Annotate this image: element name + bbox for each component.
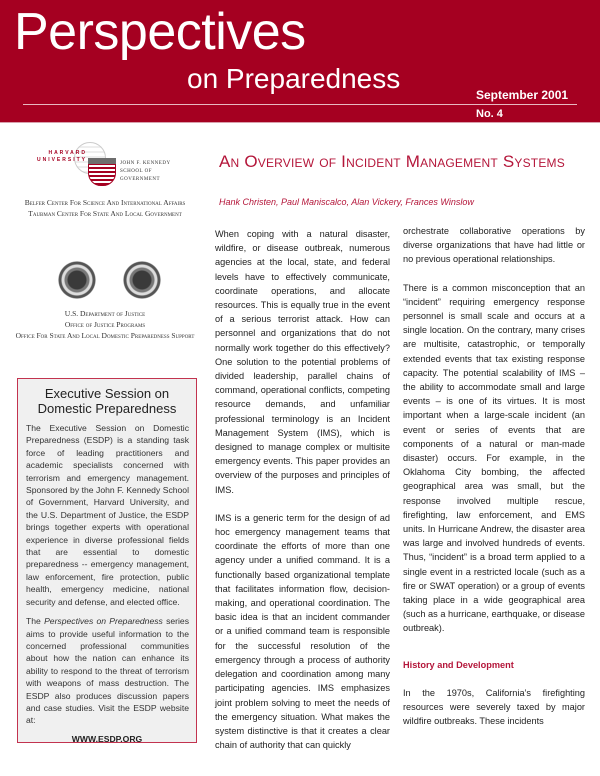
esdp-paragraph-1: The Executive Session on Domestic Preparedness (ESDP) is a standing task force of leading practitioners and academic specialists concerned with terrorism and emergency management. Sponsored by the John F. Kennedy School of Government, Harvard University, and the U.S. Department of Justice, the ESDP brings together experts with operational experience in diverse professional fields that are essential to domestic preparedness -- emergency management, law enforcement, fire protection, public health, emergency medicine, national security and defense, and elected office. <box>26 423 189 607</box>
article-title: An Overview of Incident Management Systems <box>219 152 565 171</box>
esdp-title-line-2: Domestic Preparedness <box>37 401 177 416</box>
publication-title: Perspectives <box>14 3 306 61</box>
doj-seal-icon <box>58 261 96 299</box>
doj-offices <box>10 309 200 342</box>
article-column-2 <box>403 224 585 743</box>
section-heading: History and Development <box>403 659 514 670</box>
esdp-box-title <box>18 386 196 416</box>
ksg-line-1: JOHN F. KENNEDY <box>120 161 171 166</box>
paragraph: IMS is a generic term for the design of ad hoc emergency management teams that coordinate the efforts of more than one agency under a unified command. It is a functionally based organizational template that facilitates information flow, decision-making, and operational coordination. The basic idea is that an incident commander or a unified command team is responsible for the successful resolution of the emergency through a process of authority delegation and coordination among many participating agencies. IMS emphasizes joint problem solving to meet the needs of the emergency situation. What makes the system distinctive is that it creates a clear chain of authority that can quickly <box>215 512 390 751</box>
issue-number: No. 4 <box>476 108 503 120</box>
article-column-1 <box>215 227 390 766</box>
esdp-p2-post: series aims to provide useful information to the concerned professional communities about how the nation can enhance its ability to respond to the threat of terrorism with weapons of mass destruction. The ESDP also produces discussion papers and case studies. Visit the ESDP website at: <box>26 616 189 726</box>
harvard-ksg-logo <box>30 142 190 190</box>
publication-subtitle: on Preparedness <box>187 63 401 94</box>
esdp-title-line-1: Executive Session on <box>44 386 170 401</box>
issue-date: September 2001 <box>476 88 569 102</box>
series-name: Perspectives on Preparedness <box>44 616 163 627</box>
ksg-line-2: SCHOOL OF GOVERNMENT <box>120 169 160 182</box>
belfer-center: Belfer Center For Science And International Affairs <box>24 198 186 207</box>
paragraph: In the 1970s, California’s firefighting resources were severely taxed by major wildfire outbreaks. These incidents <box>403 687 585 727</box>
esdp-paragraph-2 <box>26 615 189 727</box>
sponsoring-centers <box>10 198 200 220</box>
paragraph: There is a common misconception that an “incident” requiring emergency response personnel is small scale and occurs at a single location. On the contrary, many crises are multisite, catastrophic, or temporally extended events that tax existing response capacity. The potential scalability of IMS – the ability to accommodate small and large events – is one of its virtues. It is most important when a large-scale incident (an event or series of events that are components of a natural or man-made disaster) occurs. For example, in the Oklahoma City bombing, the affected geographical area was small, but the response involved multiple rescue, firefighting, law enforcement, and EMS units. In Hurricane Andrew, the disaster area was large and involved hundreds of events. Thus, “incident” is a broad term applied to a single event in a restricted locale (such as a fire or SWAT operation) or a group of events taking place in a wide geographical area (such as a hurricane, earthquake, or disease outbreak). <box>403 282 585 634</box>
paragraph: orchestrate collaborative operations by diverse organizations that have had little or no previous operational relationships. <box>403 226 585 265</box>
osldps-line: Office For State And Local Domestic Preparedness Support <box>15 331 195 340</box>
esdp-sidebar-box <box>17 378 197 743</box>
esdp-website-link[interactable]: WWW.ESDP.ORG <box>71 733 143 744</box>
harvard-wordmark: HARVARD UNIVERSITY <box>36 150 87 163</box>
doj-line: U.S. Department of Justice <box>64 309 146 318</box>
ojp-line: Office of Justice Programs <box>64 320 146 329</box>
ojp-seal-icon <box>123 261 161 299</box>
masthead <box>0 0 600 123</box>
article-authors: Hank Christen, Paul Maniscalco, Alan Vickery, Frances Winslow <box>219 197 474 207</box>
doj-seals <box>55 261 175 301</box>
ksg-wordmark <box>120 160 190 184</box>
masthead-divider <box>23 104 577 105</box>
shield-crest <box>88 158 116 164</box>
taubman-center: Taubman Center For State And Local Government <box>28 209 182 218</box>
esdp-p2-pre: The <box>26 616 45 627</box>
esdp-box-body <box>26 422 189 727</box>
paragraph: When coping with a natural disaster, wildfire, or disease outbreak, numerous agencies at the local, state, and federal levels have to effectively communicate, coordinate operations, and allocate resources. This is equally true in the event of a serious terrorist attack. How can personnel and organizations that do not normally work together do this effectively? One solution to the potential problems of divided leadership, parallel chains of command, operational conflicts, competing resource demands, and unfamiliar professional terminology is an Incident Management System (IMS), which is designed to manage complex or multisite emergency events. This paper provides an overview of the purposes and principles of IMS. <box>215 229 390 495</box>
